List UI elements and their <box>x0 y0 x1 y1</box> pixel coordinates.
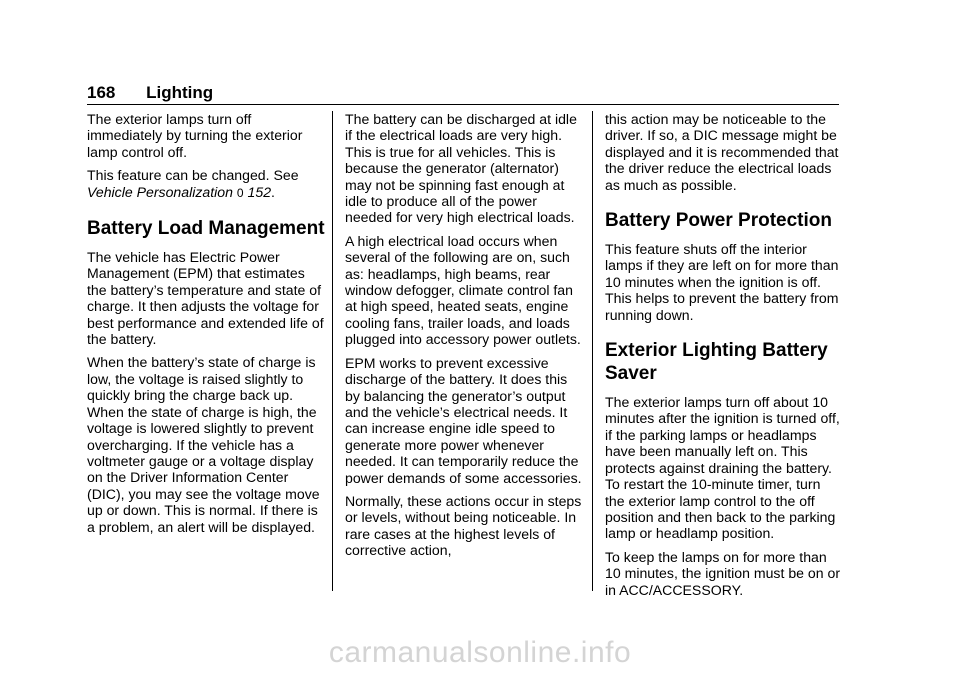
cross-reference-page[interactable]: 152 <box>247 183 272 200</box>
paragraph-text: This feature can be changed. See <box>87 167 299 184</box>
paragraph: this action may be noticeable to the driver. If so, a DIC message might be displayed and it is recommended that the driver reduce the electrical loads as much as possible. <box>605 111 839 193</box>
column-divider <box>592 111 593 591</box>
page-reference-icon: 0 <box>236 185 244 200</box>
page-header <box>87 82 839 105</box>
paragraph: This feature shuts off the interior lamps if they are left on for more than 10 minutes when the ignition is off. This helps to prevent the battery from running down. <box>605 241 839 323</box>
paragraph: The exterior lamps turn off about 10 minutes after the ignition is turned off, if the parking lamps or headlamps have been manually left on. This protects against draining the battery. To restart the 10-minute timer, turn the exterior lamp control to the off position and then back to the parking lamp or headlamp position. <box>605 394 840 542</box>
page-number: 168 <box>87 83 116 102</box>
paragraph: EPM works to prevent excessive discharge of the battery. It does this by balancing the generator’s output and the vehicle’s electrical needs. It can increase engine idle speed to generate more power whenever needed. It can temporarily reduce the power demands of some accessories. <box>345 354 582 486</box>
column-3 <box>605 111 843 605</box>
column-1 <box>87 111 325 542</box>
cross-reference-link[interactable]: Vehicle Personalization <box>87 183 233 200</box>
period: . <box>271 183 275 200</box>
watermark: carmanualsonline.info <box>328 636 632 669</box>
column-divider <box>332 111 333 591</box>
paragraph: Normally, these actions occur in steps or levels, without being noticeable. In rare cases at the highest levels of corrective action, <box>345 492 582 559</box>
heading-battery-power-protection: Battery Power Protection <box>605 210 832 232</box>
section-title: Lighting <box>146 83 214 102</box>
paragraph: When the battery’s state of charge is low, the voltage is raised slightly to quickly bring the charge back up. When the state of charge is high, the voltage is lowered slightly to prevent overcharging. If the vehicle has a voltmeter gauge or a voltage display on the Driver Information Center (DIC), you may see the voltage move up or down. This is normal. If there is a problem, an alert will be displayed. <box>87 354 320 535</box>
paragraph: The battery can be discharged at idle if the electrical loads are very high. This is true for all vehicles. This is because the generator (alternator) may not be spinning fast enough at idle to produce all of the power needed for very high electrical loads. <box>345 111 577 226</box>
paragraph: A high electrical load occurs when several of the following are on, such as: headlamps, high beams, rear window defogger, climate control fan at high speed, heated seats, engine cooling fans, trailer loads, and loads plugged into accessory power outlets. <box>345 232 581 348</box>
column-2 <box>345 111 583 566</box>
paragraph: To keep the lamps on for more than 10 minutes, the ignition must be on or in ACC/ACCESSORY. <box>605 548 841 598</box>
heading-battery-load-management: Battery Load Management <box>87 218 325 240</box>
paragraph: The exterior lamps turn off immediately by turning the exterior lamp control off. <box>87 111 303 160</box>
paragraph-with-reference <box>87 167 325 201</box>
heading-exterior-lighting-battery-saver: Exterior Lighting Battery Saver <box>605 340 828 385</box>
paragraph: The vehicle has Electric Power Management (EPM) that estimates the battery’s temperature and state of charge. It then adjusts the voltage for best performance and extended life of the battery. <box>87 249 324 348</box>
